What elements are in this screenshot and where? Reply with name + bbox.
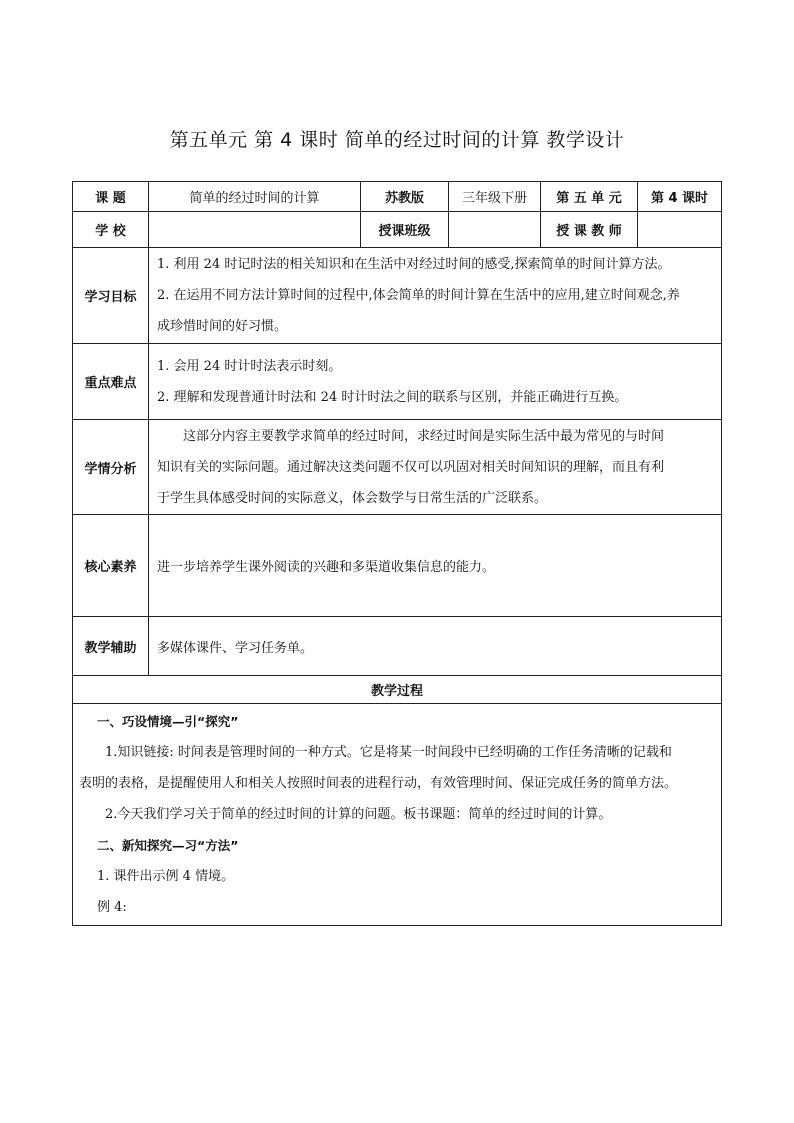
document-title: 第五单元 第 4 课时 简单的经过时间的计算 教学设计 bbox=[169, 129, 625, 151]
process-heading: 教学过程 bbox=[73, 676, 722, 704]
key-points-line: 1. 会用 24 时计时法表示时刻。 bbox=[157, 358, 342, 374]
aids-label: 教学辅助 bbox=[73, 617, 149, 676]
analysis-line: 知识有关的实际问题。通过解决这类问题不仅可以巩固对相关时间知识的理解，而且有利 bbox=[157, 459, 665, 475]
topic-value: 简单的经过时间的计算 bbox=[149, 182, 361, 212]
unit-cell: 第 五 单 元 bbox=[541, 182, 638, 212]
goals-label: 学习目标 bbox=[73, 248, 149, 344]
literacy-row bbox=[73, 515, 722, 617]
process-row bbox=[73, 704, 722, 926]
analysis-line: 这部分内容主要教学求简单的经过时间，求经过时间是实际生活中最为常见的与时间 bbox=[183, 428, 665, 444]
school-label: 学 校 bbox=[73, 212, 149, 248]
header-row-1 bbox=[73, 182, 722, 212]
grade-cell: 三年级下册 bbox=[449, 182, 541, 212]
goals-line: 成珍惜时间的好习惯。 bbox=[157, 319, 288, 334]
class-label: 授课班级 bbox=[361, 212, 449, 248]
analysis-content bbox=[149, 420, 722, 515]
teacher-label: 授 课 教 师 bbox=[541, 212, 638, 248]
lesson-plan-table bbox=[72, 181, 722, 926]
goals-row bbox=[73, 248, 722, 344]
paragraph: 表明的表格，是提醒使用人和相关人按照时间表的进程行动，有效管理时间、保证完成任务的简单方法。 bbox=[79, 776, 678, 791]
process-content bbox=[73, 704, 722, 926]
literacy-content: 进一步培养学生课外阅读的兴趣和多渠道收集信息的能力。 bbox=[149, 515, 722, 617]
goals-content bbox=[149, 248, 722, 344]
aids-content: 多媒体课件、学习任务单。 bbox=[149, 617, 722, 676]
class-value bbox=[449, 212, 541, 248]
lesson-cell: 第 4 课时 bbox=[638, 182, 722, 212]
paragraph: 1.知识链接: 时间表是管理时间的一种方式。它是将某一时间段中已经明确的工作任务清晰的记载和 bbox=[105, 745, 672, 760]
literacy-label: 核心素养 bbox=[73, 515, 149, 617]
key-points-content bbox=[149, 344, 722, 420]
aids-row bbox=[73, 617, 722, 676]
header-row-2 bbox=[73, 212, 722, 248]
analysis-line: 于学生具体感受时间的实际意义，体会数学与日常生活的广泛联系。 bbox=[157, 490, 548, 506]
school-value bbox=[149, 212, 361, 248]
section-heading: 二、新知探究—习“方法” bbox=[97, 838, 239, 853]
analysis-row bbox=[73, 420, 722, 515]
process-heading-row bbox=[73, 676, 722, 704]
paragraph: 例 4: bbox=[97, 900, 127, 915]
key-points-label: 重点难点 bbox=[73, 344, 149, 420]
topic-label: 课 题 bbox=[73, 182, 149, 212]
analysis-label: 学情分析 bbox=[73, 420, 149, 515]
section-heading: 一、巧设情境—引“探究” bbox=[97, 714, 239, 729]
teacher-value bbox=[638, 212, 722, 248]
publisher-cell: 苏教版 bbox=[361, 182, 449, 212]
paragraph: 2.今天我们学习关于简单的经过时间的计算的问题。板书课题：简单的经过时间的计算。 bbox=[105, 807, 612, 822]
goals-line: 2. 在运用不同方法计算时间的过程中,体会简单的时间计算在生活中的应用,建立时间观念,养 bbox=[157, 288, 680, 303]
key-points-row bbox=[73, 344, 722, 420]
goals-line: 1. 利用 24 时记时法的相关知识和在生活中对经过时间的感受,探索简单的时间计算方法。 bbox=[157, 257, 671, 272]
key-points-line: 2. 理解和发现普通计时法和 24 时计时法之间的联系与区别，并能正确进行互换。 bbox=[157, 389, 628, 405]
paragraph: 1. 课件出示例 4 情境。 bbox=[97, 869, 235, 884]
